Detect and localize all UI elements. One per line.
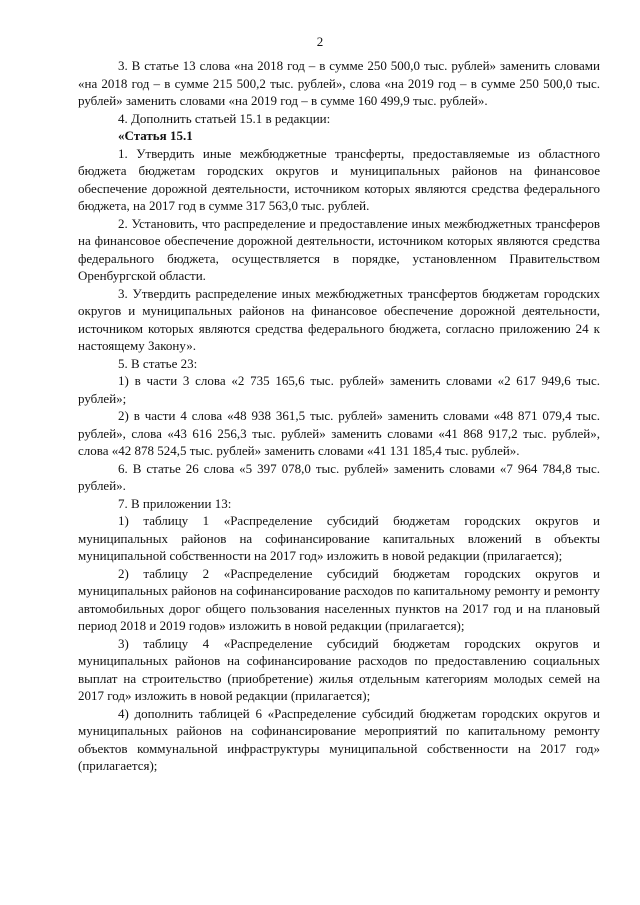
paragraph-article-13: 3. В статье 13 слова «на 2018 год – в сумме 250 500,0 тыс. рублей» заменить словами «на 2018 год – в сумме 215 500,2 тыс. рублей», слова «на 2019 год – в сумме 250 500,0 тыс. рублей» заменить словами «на 2019 год – в сумме 160 499,9 тыс. рублей». — [78, 58, 600, 108]
paragraph-article-23: 5. В статье 23: — [118, 355, 198, 371]
page-number: 2 — [316, 34, 324, 49]
paragraph-article-23-part-3: 1) в части 3 слова «2 735 165,6 тыс. рублей» заменить словами «2 617 949,6 тыс. рублей»; — [78, 373, 600, 406]
paragraph-15-1-part-1: 1. Утвердить иные межбюджетные трансферты, предоставляемые из областного бюджета бюджетам городских округов и муниципальных районов на финансовое обеспечение дорожной деятельности, источником которых являются средства федерального бюджета, на 2017 год в сумме 317 563,0 тыс. рублей. — [78, 145, 600, 213]
article-heading: «Статья 15.1 — [118, 128, 193, 143]
paragraph-appendix-13-table-4: 3) таблицу 4 «Распределение субсидий бюджетам городских округов и муниципальных районов на софинансирование расходов по предоставлению социальных выплат на строительство (приобретение) жилья отдельным категориям молодых семей на 2017 год» изложить в новой редакции (прилагается); — [78, 635, 600, 703]
paragraph-appendix-13: 7. В приложении 13: — [118, 495, 232, 511]
paragraph-appendix-13-table-6: 4) дополнить таблицей 6 «Распределение субсидий бюджетам городских округов и муниципальных районов на софинансирование мероприятий по капитальному ремонту объектов коммунальной инфраструктуры муниципальной собственности на 2017 год» (прилагается); — [78, 705, 600, 773]
paragraph-appendix-13-table-1: 1) таблицу 1 «Распределение субсидий бюджетам городских округов и муниципальных районов на софинансирование капитальных вложений в объекты муниципальной собственности на 2017 год» изложить в новой редакции (прилагается); — [78, 513, 600, 563]
paragraph-article-23-part-4: 2) в части 4 слова «48 938 361,5 тыс. рублей» заменить словами «48 871 079,4 тыс. рублей», слова «43 616 256,3 тыс. рублей» заменить словами «41 868 917,2 тыс. рублей», слова «42 878 524,5 тыс. рублей» заменить словами «41 131 185,4 тыс. рублей». — [78, 408, 600, 458]
paragraph-appendix-13-table-2: 2) таблицу 2 «Распределение субсидий бюджетам городских округов и муниципальных районов на софинансирование расходов по капитальному ремонту и ремонту автомобильных дорог общего пользования населенных пунктов на 2017 год и на плановый период 2018 и 2019 годов» изложить в новой редакции (прилагается); — [78, 565, 600, 633]
paragraph-15-1-part-3: 3. Утвердить распределение иных межбюджетных трансфертов бюджетам городских округов и муниципальных районов на финансовое обеспечение дорожной деятельности, источником которых являются средства федерального бюджета, согласно приложению 24 к настоящему Закону». — [78, 285, 600, 353]
paragraph-add-article-15-1: 4. Дополнить статьей 15.1 в редакции: — [118, 110, 331, 126]
paragraph-15-1-part-2: 2. Установить, что распределение и предоставление иных межбюджетных трансферов на финансовое обеспечение дорожной деятельности, источником которых являются средства федерального бюджета, осуществляется в порядке, установленном Правительством Оренбургской области. — [78, 215, 600, 283]
document-body — [78, 57, 600, 775]
paragraph-article-26: 6. В статье 26 слова «5 397 078,0 тыс. рублей» заменить словами «7 964 784,8 тыс. рублей». — [78, 460, 600, 493]
